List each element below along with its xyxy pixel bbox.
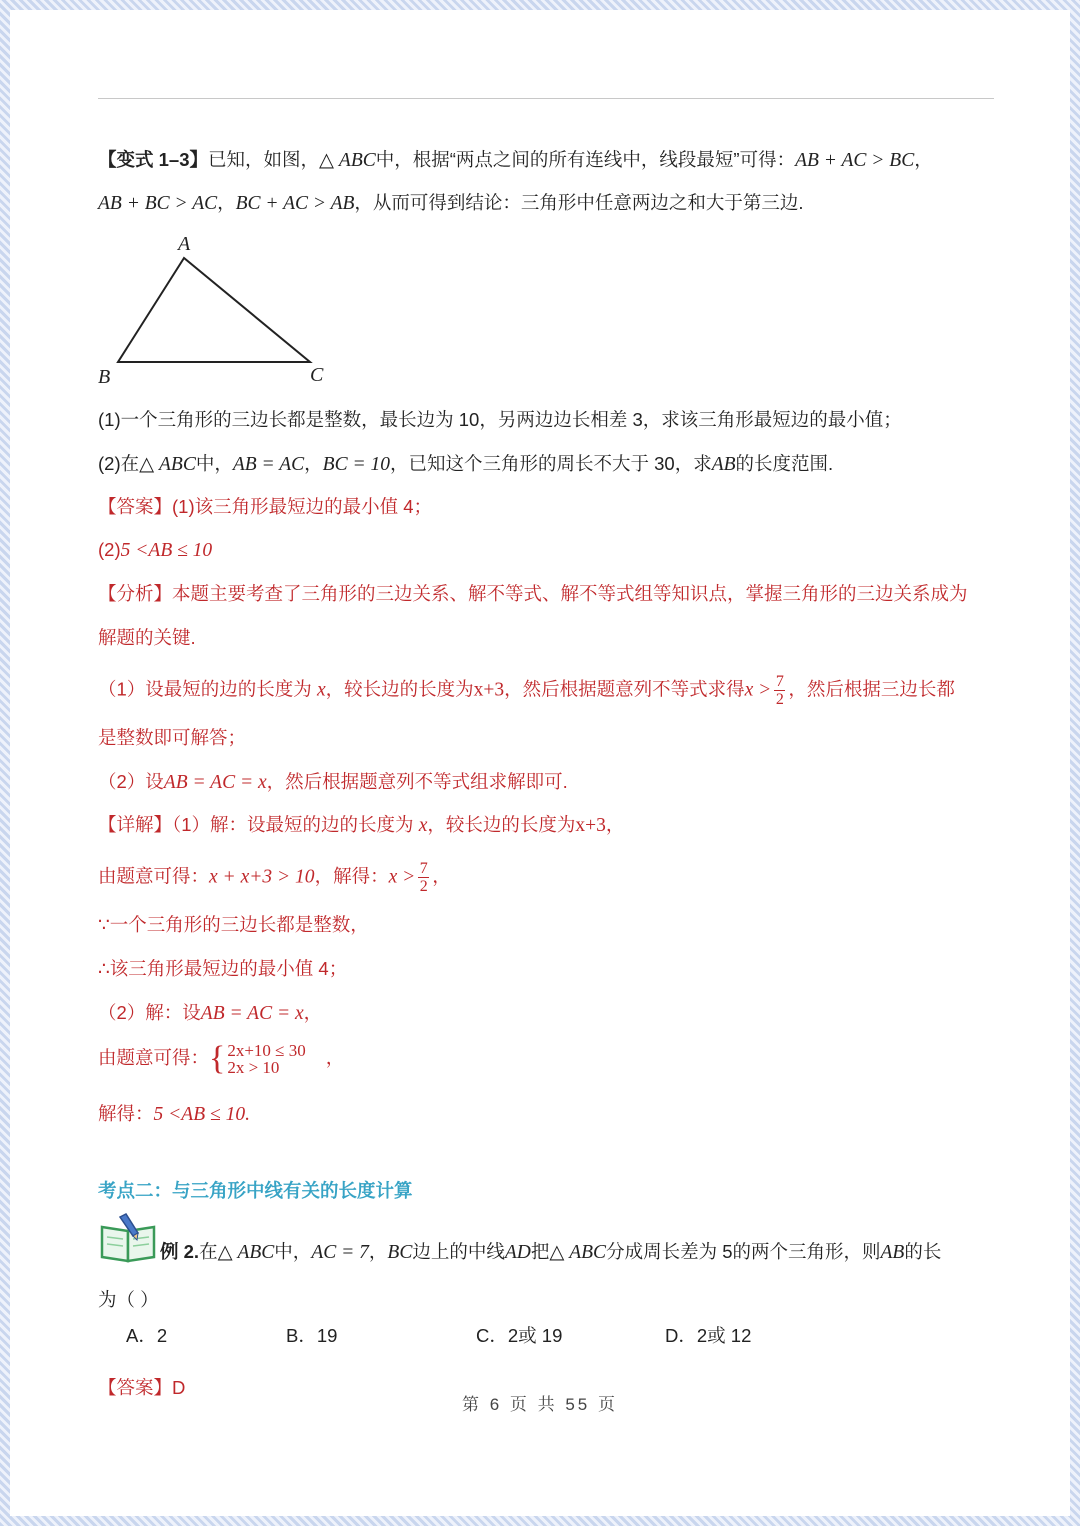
detail-line3: ∵一个三角形的三边长都是整数， [98,914,369,935]
option-b: B．19 [286,1325,338,1346]
detail-line6: 由题意可得： { 2x+10 ≤ 30 2x > 10 ， [98,1040,345,1077]
problem-intro-line2: AB + BC > AC，BC + AC > AB，从而可得到结论：三角形中任意两边之和大于第三边. [98,192,804,214]
answer-line1: 【答案】(1)该三角形最短边的最小值 4； [98,496,433,517]
detail-line2: 由题意可得：x + x+3 > 10，解得：x > $\frac{7}{2}$ ， [98,860,451,895]
question-1: (1)一个三角形的三边长都是整数，最长边为 10，另两边边长相差 3，求该三角形最短边的最小值； [98,409,902,430]
triangle-figure [98,228,338,393]
analysis-line2: 解题的关键. [98,627,196,648]
detail-label: 【详解】 [98,814,173,835]
header-rule [98,98,994,99]
fraction-seven-halves-2: $\frac{7}{2}$ [419,860,428,895]
option-d: D．2或 12 [665,1325,752,1346]
vertex-label-a: A [178,233,191,255]
answer-line2: (2)5 <AB ≤ 10 [98,539,213,561]
analysis-step1: （1）设最短的边的长度为 x，较长边的长度为x+3，然后根据题意列不等式求得x > $\frac{7}{2}$ ，然后根据三边长都 [98,673,955,708]
analysis-label: 【分析】 [98,583,173,604]
detail-line7: 解得：5 <AB ≤ 10. [98,1103,250,1125]
problem-intro-line1: 【变式 1–3】已知，如图，△ ABC中，根据“两点之间的所有连线中，线段最短”可得：AB + AC > BC， [98,149,933,171]
option-c: C．2或 19 [476,1325,563,1346]
detail-line1: 【详解】（1）解：设最短的边的长度为 x，较长边的长度为x+3， [98,814,625,836]
answer-label: 【答案】 [98,496,173,517]
example-2-line2: 为（ ） [98,1289,159,1310]
analysis-step2: （2）设AB = AC = x，然后根据题意列不等式组求解即可. [98,771,568,793]
example-label: 例 2. [160,1241,200,1262]
inequality-system: { 2x+10 ≤ 30 2x > 10 [209,1040,306,1077]
fraction-seven-halves: $\frac{7}{2}$ [775,673,784,708]
document-page [10,10,1070,1516]
detail-line5: （2）解：设AB = AC = x， [98,1002,323,1024]
example-answer: 【答案】D [98,1377,186,1398]
analysis-line1: 【分析】本题主要考查了三角形的三边关系、解不等式、解不等式组等知识点，掌握三角形的三边关系成为 [98,583,968,604]
section-heading: 考点二：与三角形中线有关的长度计算 [98,1180,413,1201]
book-pencil-icon [98,1213,160,1265]
question-2: (2)在△ ABC中，AB = AC，BC = 10，已知这个三角形的周长不大于 30，求AB的长度范围. [98,453,834,475]
analysis-step1-cont: 是整数即可解答； [98,727,247,748]
option-a: A．2 [126,1325,168,1346]
page-footer: 第 6 页 共 55 页 [462,1395,618,1414]
vertex-label-c: C [310,364,324,386]
variant-label: 【变式 1–3】 [98,149,209,170]
example-2-line1: 例 2.在△ ABC中，AC = 7，BC边上的中线AD把△ ABC分成周长差为 5的两个三角形，则AB的长 [160,1241,942,1263]
detail-line4: ∴该三角形最短边的最小值 4； [98,958,348,979]
vertex-label-b: B [98,366,111,388]
